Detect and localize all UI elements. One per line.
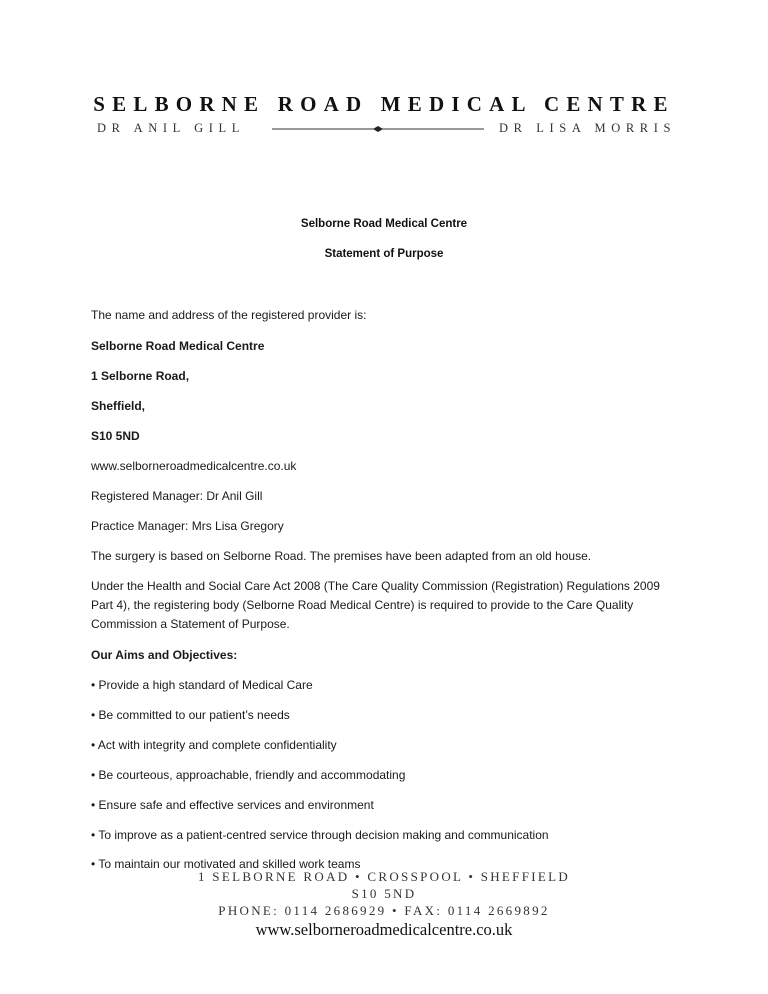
address-city: Sheffield, bbox=[91, 399, 146, 413]
footer-website-link[interactable]: www.selborneroadmedicalcentre.co.uk bbox=[255, 920, 513, 939]
aim-item: • Be courteous, approachable, friendly and accommodating bbox=[91, 768, 406, 782]
aims-heading: Our Aims and Objectives: bbox=[91, 648, 238, 662]
address-postcode: S10 5ND bbox=[91, 429, 140, 443]
document-subheading: Statement of Purpose bbox=[324, 248, 444, 260]
intro-text: The name and address of the registered provider is: bbox=[91, 308, 367, 322]
registered-manager: Registered Manager: Dr Anil Gill bbox=[91, 489, 263, 503]
aim-item: • To maintain our motivated and skilled work teams bbox=[91, 857, 361, 871]
diamond-icon bbox=[373, 126, 383, 132]
ornamental-divider bbox=[272, 123, 484, 135]
aim-item: • Provide a high standard of Medical Care bbox=[91, 678, 313, 692]
website-link[interactable]: www.selborneroadmedicalcentre.co.uk bbox=[91, 459, 297, 473]
doctor-left: DR ANIL GILL bbox=[97, 121, 245, 135]
footer-contact: PHONE: 0114 2686929 • FAX: 0114 2669892 bbox=[218, 903, 550, 918]
practice-manager: Practice Manager: Mrs Lisa Gregory bbox=[91, 519, 284, 533]
practice-name: SELBORNE ROAD MEDICAL CENTRE bbox=[93, 92, 675, 116]
premises-text: The surgery is based on Selborne Road. The premises have been adapted from an old house. bbox=[91, 549, 592, 563]
address-line1: 1 Selborne Road, bbox=[91, 369, 190, 383]
aim-item: • Act with integrity and complete confidentiality bbox=[91, 738, 337, 752]
aim-item: • To improve as a patient-centred service through decision making and communication bbox=[91, 828, 549, 842]
aim-item: • Be committed to our patient’s needs bbox=[91, 708, 290, 722]
legal-paragraph: Under the Health and Social Care Act 2008 (The Care Quality Commission (Registration) Regulations 2009 Part 4), the registering body (Selborne Road Medical Centre) is required to provide to the Care Quality Commission a Statement of Purpose. bbox=[91, 579, 660, 631]
doctors-row bbox=[0, 121, 768, 141]
provider-name: Selborne Road Medical Centre bbox=[91, 339, 265, 353]
aim-item: • Ensure safe and effective services and environment bbox=[91, 798, 374, 812]
document-heading: Selborne Road Medical Centre bbox=[300, 218, 468, 230]
footer-postcode: S10 5ND bbox=[351, 886, 417, 901]
footer-address: 1 SELBORNE ROAD • CROSSPOOL • SHEFFIELD bbox=[197, 869, 571, 884]
doctor-right: DR LISA MORRIS bbox=[499, 121, 677, 135]
footer bbox=[0, 868, 768, 941]
